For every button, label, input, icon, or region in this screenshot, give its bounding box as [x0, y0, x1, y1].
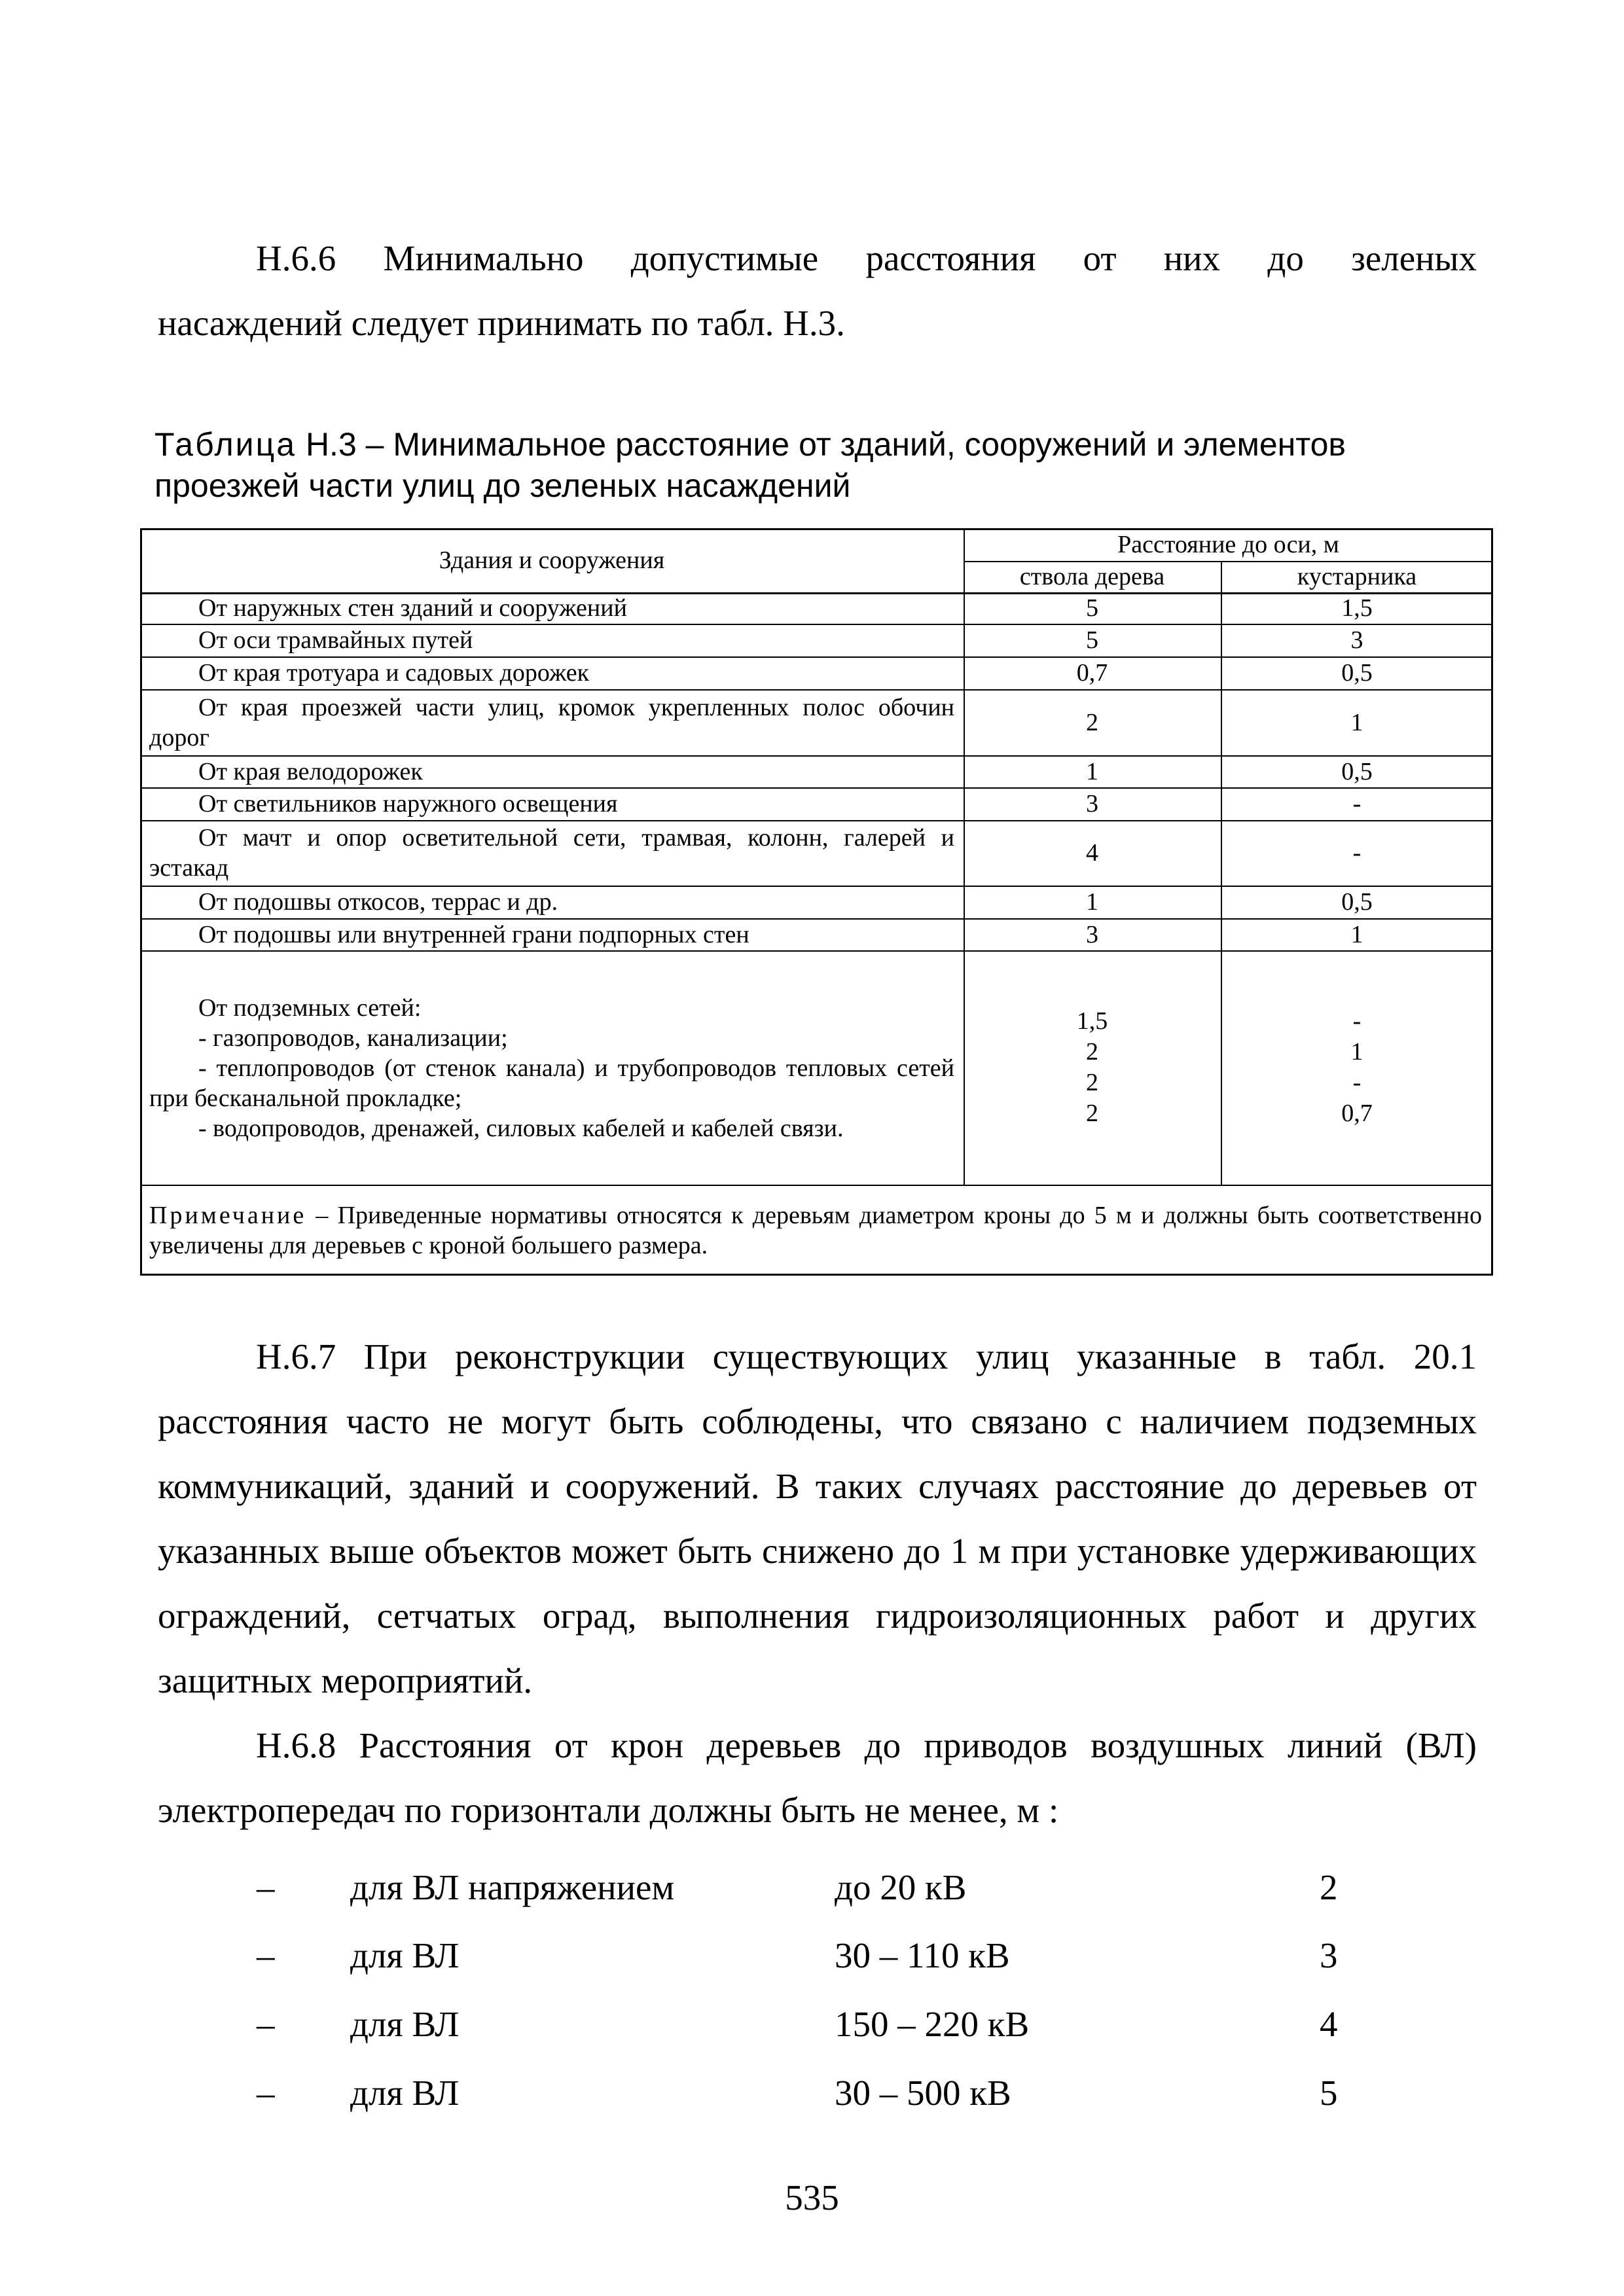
- table-note-text: – Приведенные нормативы относятся к деревьям диаметром кроны до 5 м и должны быть соответственно увеличены для деревьев с кроной большего размера.: [149, 1202, 1482, 1259]
- underground-shrub-value: -: [1352, 1069, 1362, 1096]
- underground-item: - водопроводов, дренажей, силовых кабелей и кабелей связи.: [198, 1115, 844, 1142]
- list-value: 4: [1320, 2004, 1338, 2044]
- table-row-shrub: 1,5: [1341, 594, 1373, 622]
- list-dash: –: [257, 2073, 275, 2113]
- note-top-line: [140, 1185, 1493, 1186]
- table-row-trunk: 4: [1086, 839, 1098, 867]
- underground-shrub-value: -: [1352, 1007, 1362, 1035]
- paragraph-668-text: Н.6.8 Расстояния от крон деревьев до приводов воздушных линий (ВЛ) электропередач по горизонтали должны быть не менее, м :: [158, 1725, 1477, 1830]
- table-row-shrub: 3: [1350, 626, 1363, 654]
- table-row-name: От мачт и опор осветительной сети, трамвая, колонн, галерей и эстакад: [149, 824, 954, 882]
- table-row-trunk: 5: [1086, 594, 1098, 622]
- underground-title: От подземных сетей:: [198, 994, 422, 1022]
- header-buildings: Здания и сооружения: [439, 547, 665, 574]
- table-row-shrub: -: [1352, 839, 1362, 867]
- list-label: для ВЛ напряжением: [350, 1867, 675, 1907]
- list-value: 3: [1320, 1935, 1338, 1975]
- list-value: 2: [1320, 1867, 1338, 1907]
- list-dash: –: [257, 1867, 275, 1907]
- table-row-trunk: 3: [1086, 790, 1098, 817]
- underground-trunk-value: 1,5: [1076, 1007, 1108, 1035]
- list-range: 150 – 220 кВ: [835, 2004, 1030, 2044]
- table-note: [149, 1200, 1482, 1261]
- underground-networks-cell: [149, 993, 954, 1143]
- table-row-name: От края проезжей части улиц, кромок укрепленных полос обочин дорог: [149, 693, 954, 751]
- list-range: 30 – 500 кВ: [835, 2073, 1011, 2113]
- underground-shrub-value: 0,7: [1341, 1100, 1373, 1127]
- table-row-name: От края велодорожек: [198, 757, 423, 785]
- underground-trunk-value: 2: [1086, 1038, 1098, 1066]
- row-line: [140, 950, 1493, 952]
- table-row-shrub: 1: [1350, 920, 1363, 948]
- distance-table: [140, 528, 1493, 1276]
- list-range: до 20 кВ: [835, 1867, 967, 1907]
- underground-shrub-value: 1: [1350, 1038, 1363, 1066]
- header-distance: Расстояние до оси, м: [1117, 531, 1339, 558]
- paragraph-666-line1: [158, 226, 1477, 291]
- table-caption: [154, 424, 1490, 507]
- list-dash: –: [257, 2004, 275, 2044]
- underground-shrub-values: [1221, 1006, 1493, 1129]
- list-label: для ВЛ: [350, 1935, 460, 1975]
- table-row-trunk: 3: [1086, 920, 1098, 948]
- list-label: для ВЛ: [350, 2004, 460, 2044]
- paragraph-667: [158, 1324, 1477, 1713]
- list-range: 30 – 110 кВ: [835, 1935, 1010, 1975]
- table-row-trunk: 0,7: [1076, 659, 1108, 687]
- table-row-name: От наружных стен зданий и сооружений: [198, 594, 627, 622]
- header-trunk: ствола дерева: [1019, 563, 1165, 590]
- table-row-shrub: 1: [1350, 708, 1363, 736]
- table-note-label: Примечание: [149, 1202, 307, 1229]
- table-row-name: От подошвы или внутренней грани подпорных стен: [198, 920, 749, 948]
- list-dash: –: [257, 1935, 275, 1975]
- table-row-name: От светильников наружного освещения: [198, 790, 618, 817]
- table-row-trunk: 1: [1086, 888, 1098, 916]
- list-label: для ВЛ: [350, 2073, 460, 2113]
- list-value: 5: [1320, 2073, 1338, 2113]
- table-row-trunk: 5: [1086, 626, 1098, 654]
- table-row-name: От края тротуара и садовых дорожек: [198, 659, 590, 687]
- table-row-trunk: 1: [1086, 757, 1098, 785]
- page-number: 535: [785, 2178, 839, 2217]
- table-row-shrub: -: [1352, 790, 1362, 817]
- paragraph-666-line2: насаждений следует принимать по табл. Н.3.: [158, 303, 845, 343]
- table-row-shrub: 0,5: [1341, 888, 1373, 916]
- table-row-shrub: 0,5: [1341, 757, 1373, 785]
- table-row-name: От оси трамвайных путей: [198, 626, 473, 654]
- header-shrub: кустарника: [1297, 563, 1417, 590]
- underground-trunk-value: 2: [1086, 1100, 1098, 1127]
- table-row-name: От подошвы откосов, террас и др.: [198, 888, 558, 916]
- table-row-trunk: 2: [1086, 708, 1098, 736]
- table-caption-line2: проезжей части улиц до зеленых насаждений: [154, 467, 851, 504]
- paragraph-667-text: Н.6.7 При реконструкции существующих улиц указанные в табл. 20.1 расстояния часто не могут быть соблюдены, что связано с наличием подземных коммуникаций, зданий и сооружений. В таких случаях расстояние до деревьев от указанных выше объектов может быть снижено до 1 м при установке удерживающих ограждений, сетчатых оград, выполнения гидроизоляционных работ и других защитных мероприятий.: [158, 1336, 1477, 1700]
- paragraph-666-text: Н.6.6 Минимально допустимые расстояния от них до зеленых: [256, 238, 1477, 278]
- underground-item: - газопроводов, канализации;: [198, 1024, 508, 1052]
- underground-trunk-values: [964, 1006, 1221, 1129]
- table-caption-text: Н.3 – Минимальное расстояние от зданий, сооружений и элементов: [297, 426, 1346, 463]
- table-caption-label: Таблица: [154, 426, 297, 463]
- table-row-shrub: 0,5: [1341, 659, 1373, 687]
- underground-item: - теплопроводов (от стенок канала) и трубопроводов тепловых сетей при бесканальной прокладке;: [149, 1054, 954, 1112]
- paragraph-668: [158, 1713, 1477, 1842]
- underground-trunk-value: 2: [1086, 1069, 1098, 1096]
